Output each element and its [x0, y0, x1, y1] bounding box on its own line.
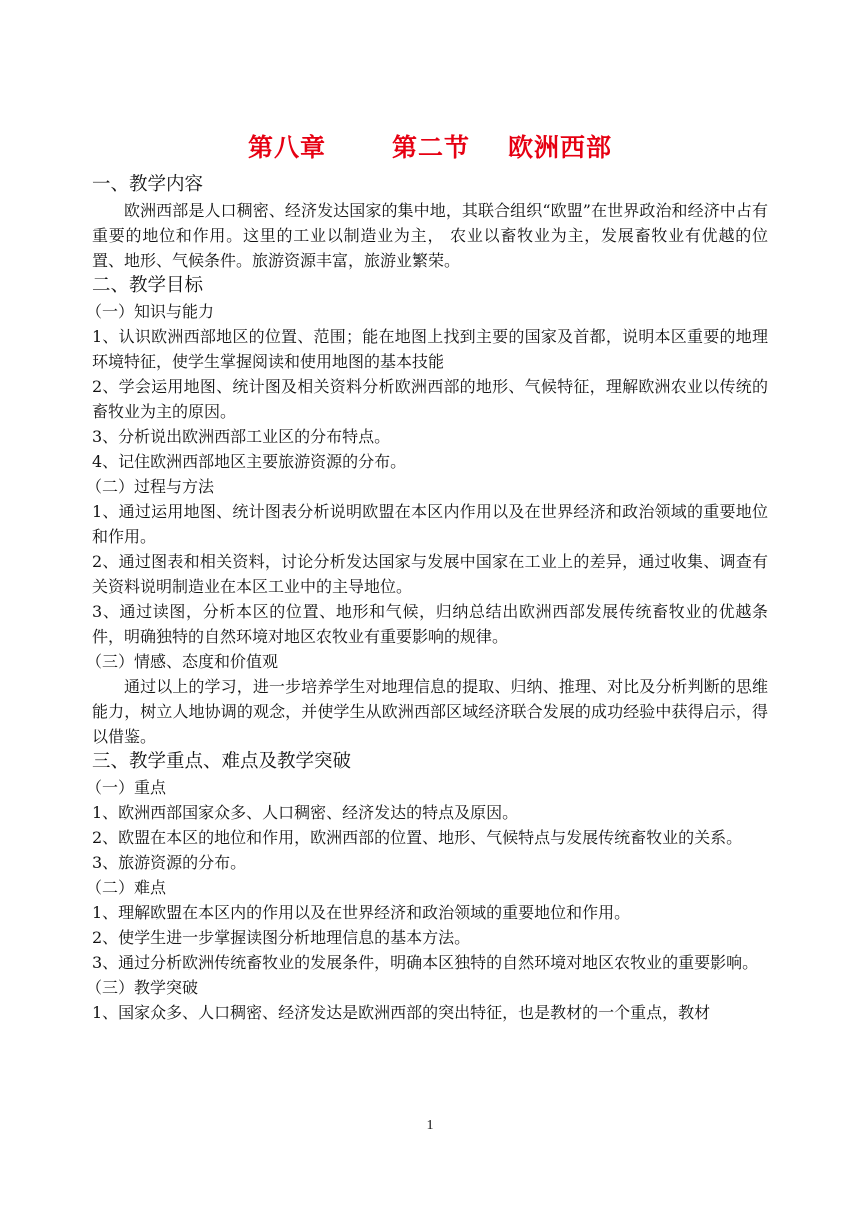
heading-key-points: 三、教学重点、难点及教学突破 [92, 751, 352, 772]
list-item: 2、学会运用地图、统计图及相关资料分析欧洲西部的地形、气候特征，理解欧洲农业以传统的畜牧业为主的原因。 [92, 377, 768, 421]
title-section: 第二节 [391, 133, 470, 162]
subheading-breakthrough: （三）教学突破 [86, 978, 199, 997]
heading-teaching-content: 一、教学内容 [92, 174, 204, 195]
page-number: 1 [426, 1118, 434, 1133]
list-item: 4、记住欧洲西部地区主要旅游资源的分布。 [92, 452, 407, 471]
subheading-difficulties: （二）难点 [86, 878, 167, 897]
list-item: 3、旅游资源的分布。 [92, 853, 247, 872]
list-item: 1、理解欧盟在本区内的作用以及在世界经济和政治领域的重要地位和作用。 [92, 903, 631, 922]
paragraph-teaching-content: 欧洲西部是人口稠密、经济发达国家的集中地，其联合组织“欧盟”在世界政治和经济中占有重要的地位和作用。这里的工业以制造业为主， 农业以畜牧业为主，发展畜牧业有优越的位置、地形、气候条件。旅游资源丰富，旅游业繁荣。 [92, 201, 768, 270]
page-title [0, 128, 860, 164]
paragraph-emotion-values: 通过以上的学习，进一步培养学生对地理信息的提取、归纳、推理、对比及分析判断的思维能力，树立人地协调的观念，并使学生从欧洲西部区域经济联合发展的成功经验中获得启示，得以借鉴。 [92, 677, 768, 746]
subheading-emotion-values: （三）情感、态度和价值观 [86, 652, 279, 671]
list-item: 2、使学生进一步掌握读图分析地理信息的基本方法。 [92, 928, 471, 947]
list-item: 1、通过运用地图、统计图表分析说明欧盟在本区内作用以及在世界经济和政治领域的重要地位和作用。 [92, 502, 768, 546]
list-item: 3、分析说出欧洲西部工业区的分布特点。 [92, 427, 391, 446]
subheading-process-method: （二）过程与方法 [86, 477, 215, 496]
list-item: 2、欧盟在本区的地位和作用，欧洲西部的位置、地形、气候特点与发展传统畜牧业的关系。 [92, 828, 743, 847]
title-name: 欧洲西部 [508, 133, 613, 162]
list-item: 3、通过读图，分析本区的位置、地形和气候，归纳总结出欧洲西部发展传统畜牧业的优越条件，明确独特的自然环境对地区农牧业有重要影响的规律。 [92, 602, 768, 646]
title-chapter: 第八章 [247, 133, 326, 162]
document-body [86, 172, 768, 1025]
list-item: 2、通过图表和相关资料，讨论分析发达国家与发展中国家在工业上的差异，通过收集、调查有关资料说明制造业在本区工业中的主导地位。 [92, 552, 768, 596]
list-item: 1、欧洲西部国家众多、人口稠密、经济发达的特点及原因。 [92, 803, 519, 822]
subheading-focus: （一）重点 [86, 778, 167, 797]
list-item: 1、认识欧洲西部地区的位置、范围；能在地图上找到主要的国家及首都，说明本区重要的地理环境特征，使学生掌握阅读和使用地图的基本技能 [92, 327, 768, 371]
subheading-knowledge-ability: （一）知识与能力 [86, 302, 215, 321]
list-item: 3、通过分析欧洲传统畜牧业的发展条件，明确本区独特的自然环境对地区农牧业的重要影响。 [92, 953, 759, 972]
heading-teaching-goals: 二、教学目标 [92, 275, 204, 296]
list-item: 1、国家众多、人口稠密、经济发达是欧洲西部的突出特征，也是教材的一个重点，教材 [92, 1003, 711, 1022]
